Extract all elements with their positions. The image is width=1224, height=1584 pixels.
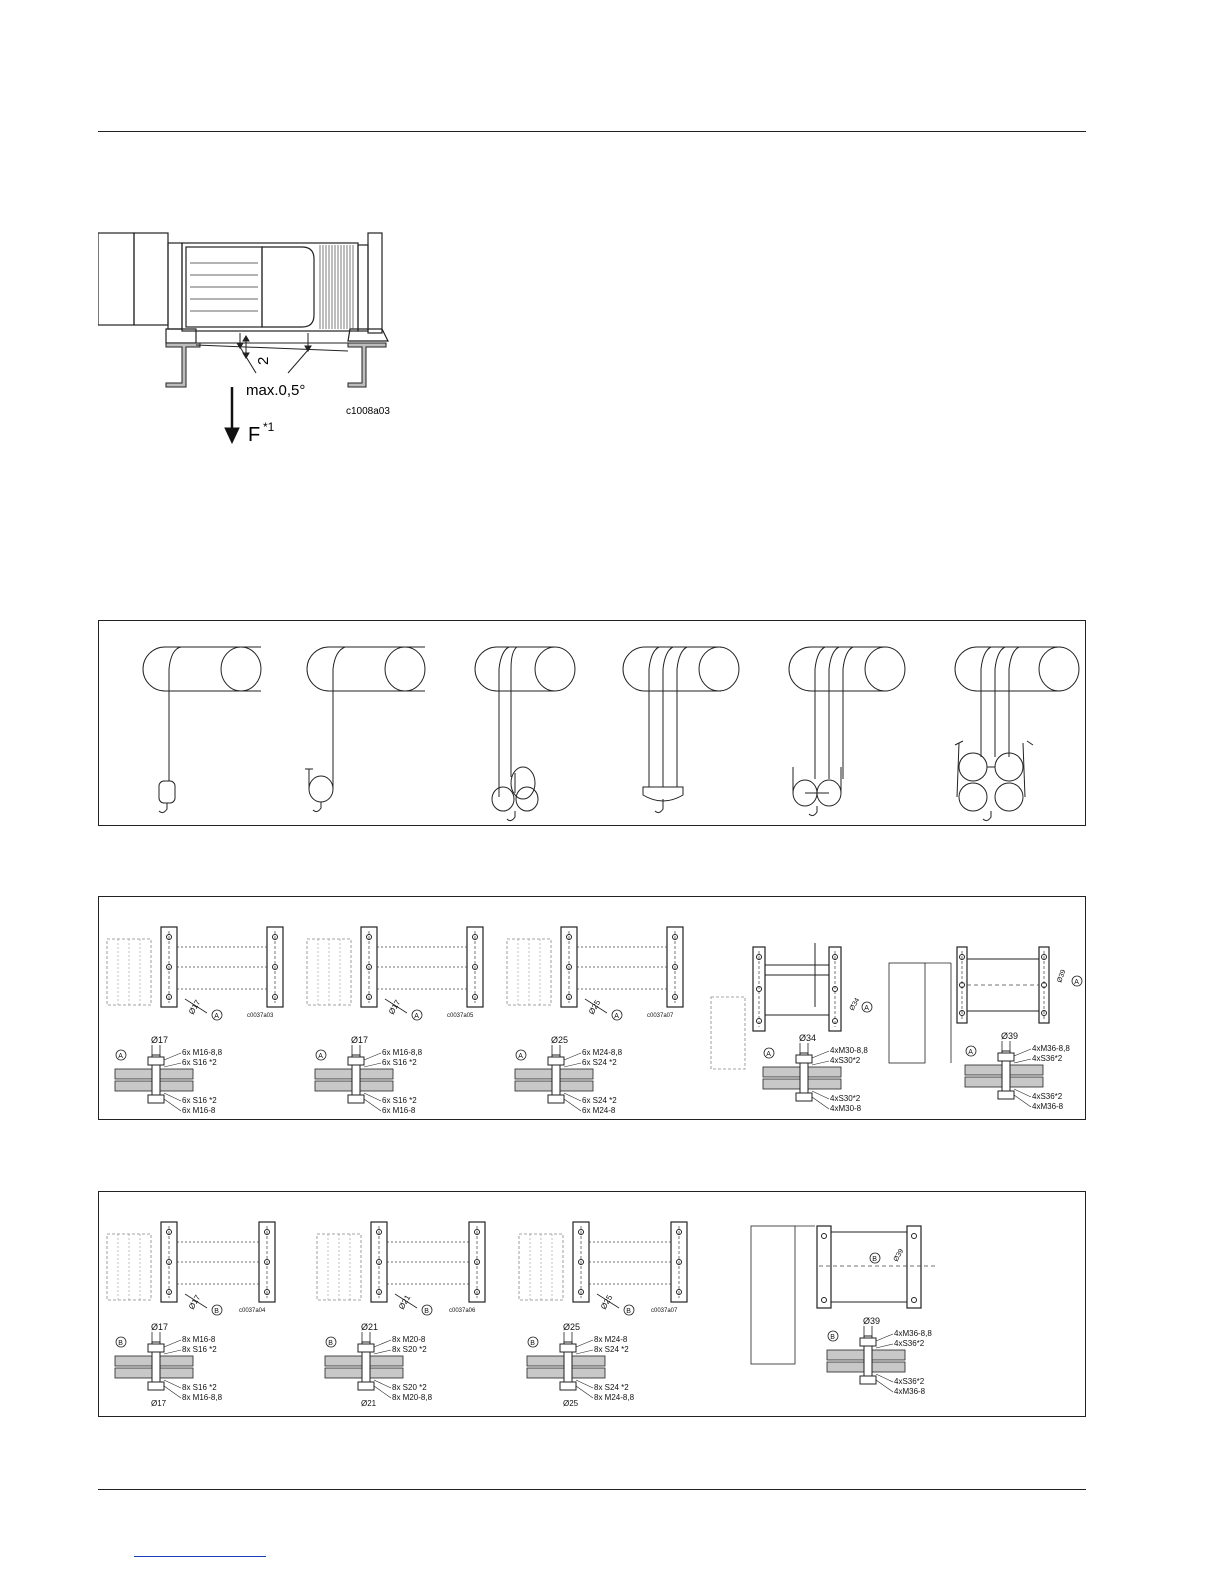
- housing-outline: [751, 1226, 795, 1364]
- bottom-diameter-label: Ø21: [361, 1399, 377, 1408]
- bolt-diameter-label: Ø21: [361, 1322, 379, 1332]
- fixing-panel-a-4: [711, 943, 872, 1113]
- nut: [998, 1091, 1014, 1099]
- washer-spec-label: 8x S16 *2: [182, 1345, 217, 1354]
- detail-marker-label: B: [530, 1340, 535, 1347]
- hole-diameter-label: Ø39: [892, 1248, 906, 1263]
- nut: [348, 1095, 364, 1103]
- bolt-spec-label: 4xM36-8,8: [894, 1329, 932, 1338]
- bottom-diameter-label: Ø25: [563, 1399, 579, 1408]
- washer-spec-label: 4xS30*2: [830, 1094, 861, 1103]
- nut: [348, 1057, 364, 1065]
- nut-spec-label: 6x M16-8: [382, 1106, 416, 1115]
- bolt-spec-label: 6x M16-8,8: [182, 1048, 223, 1057]
- nut-spec-label: 6x M24-8: [582, 1106, 616, 1115]
- callout-marker-label: A: [414, 1013, 419, 1020]
- bolt-spec-label: 8x M20-8: [392, 1335, 426, 1344]
- bolt-spec-label: 8x M24-8: [594, 1335, 628, 1344]
- washer-spec-label: 6x S16 *2: [182, 1096, 217, 1105]
- detail-marker-label: A: [118, 1053, 123, 1060]
- nut: [548, 1095, 564, 1103]
- detail-marker-label: A: [318, 1053, 323, 1060]
- washer-spec-label: 6x S24 *2: [582, 1096, 617, 1105]
- bolt-diameter-label: Ø17: [151, 1322, 169, 1332]
- nut: [796, 1093, 812, 1101]
- nut: [148, 1382, 164, 1390]
- bolt-spec-label: 6x M16-8,8: [382, 1048, 423, 1057]
- force-note: *1: [263, 420, 275, 434]
- bolt-spec-label: 4xM30-8,8: [830, 1046, 868, 1055]
- hole-diameter-label: Ø25: [586, 998, 603, 1016]
- housing-outline: [889, 963, 925, 1063]
- footer-link-line: [134, 1556, 266, 1557]
- figure-code: c0037a04: [239, 1308, 266, 1314]
- nut: [148, 1344, 164, 1352]
- hole-diameter-label: Ø17: [186, 1293, 203, 1311]
- nut: [560, 1382, 576, 1390]
- nut: [796, 1055, 812, 1063]
- figure-code: c0037a06: [449, 1308, 476, 1314]
- fixing-arrangements-a-box: [98, 896, 1086, 1120]
- detail-marker-label: B: [118, 1340, 123, 1347]
- callout-marker-label: B: [872, 1256, 877, 1263]
- hole-diameter-label: Ø39: [1056, 968, 1068, 984]
- header-rule: [98, 131, 1086, 132]
- fixing-panel-a-5: [889, 947, 1082, 1111]
- washer-spec-label: 6x S16 *2: [382, 1058, 417, 1067]
- detail-marker-label: B: [328, 1340, 333, 1347]
- nut: [358, 1344, 374, 1352]
- figure-code: c0037a07: [647, 1013, 674, 1019]
- detail-marker-label: A: [766, 1051, 771, 1058]
- drum-outline: [711, 997, 745, 1069]
- reeving-diagram-5: [789, 647, 905, 816]
- bolt-diameter-label: Ø17: [351, 1035, 369, 1045]
- washer-spec-label: 4xS36*2: [1032, 1054, 1063, 1063]
- bolt-hole: [822, 1298, 827, 1303]
- reeving-diagram-2: [305, 647, 425, 812]
- reeving-arrangements-box: [98, 620, 1086, 826]
- bottom-diameter-label: Ø17: [151, 1399, 167, 1408]
- bolt-hole: [912, 1298, 917, 1303]
- reeving-diagram-4: [623, 647, 739, 813]
- bolt-diameter-label: Ø17: [151, 1035, 169, 1045]
- callout-marker-label: A: [1074, 979, 1079, 986]
- reeving-diagram-6: [955, 647, 1079, 821]
- footer-rule: [98, 1489, 1086, 1490]
- washer-spec-label: 4xS30*2: [830, 1056, 861, 1065]
- fixing-diagrams-a: [99, 897, 1085, 1119]
- callout-marker-label: A: [864, 1005, 869, 1012]
- bolt-spec-label: 8x M16-8: [182, 1335, 216, 1344]
- washer-spec-label: 8x S24 *2: [594, 1383, 629, 1392]
- washer-spec-label: 4xS36*2: [894, 1339, 925, 1348]
- nut-spec-label: 8x M24-8,8: [594, 1393, 635, 1402]
- hole-diameter-label: Ø34: [848, 997, 862, 1012]
- nut: [998, 1053, 1014, 1061]
- fixing-panel-b-3: [519, 1222, 687, 1408]
- detail-marker-label: A: [518, 1053, 523, 1060]
- washer-spec-label: 8x S24 *2: [594, 1345, 629, 1354]
- nut-spec-label: 6x M16-8: [182, 1106, 216, 1115]
- washer-spec-label: 6x S24 *2: [582, 1058, 617, 1067]
- nut: [560, 1344, 576, 1352]
- hole-diameter-label: Ø17: [186, 998, 203, 1016]
- washer-spec-label: 8x S16 *2: [182, 1383, 217, 1392]
- nut-spec-label: 8x M16-8,8: [182, 1393, 223, 1402]
- detail-marker-label: B: [830, 1334, 835, 1341]
- callout-marker-label: B: [424, 1308, 429, 1315]
- washer-spec-label: 4xS36*2: [894, 1377, 925, 1386]
- figure-code: c1008a03: [346, 406, 390, 417]
- detail-marker-label: A: [968, 1049, 973, 1056]
- washer-spec-label: 6x S16 *2: [182, 1058, 217, 1067]
- nut-spec-label: 4xM36-8: [894, 1387, 926, 1396]
- fixing-arrangements-b-box: [98, 1191, 1086, 1417]
- nut: [358, 1382, 374, 1390]
- nut: [148, 1095, 164, 1103]
- figure-code: c0037a07: [651, 1308, 678, 1314]
- bolt-hole: [822, 1234, 827, 1239]
- reeving-diagram-1: [143, 647, 261, 813]
- fixing-panel-a-2: [307, 927, 483, 1115]
- fixing-panel-b-2: [317, 1222, 485, 1408]
- reeving-diagrams: [99, 621, 1085, 825]
- nut: [860, 1338, 876, 1346]
- washer-spec-label: 6x S16 *2: [382, 1096, 417, 1105]
- figure-code: c0037a05: [447, 1013, 474, 1019]
- force-label: F: [248, 424, 261, 446]
- hole-diameter-label: Ø21: [396, 1293, 413, 1311]
- nut-spec-label: 4xM30-8: [830, 1104, 862, 1113]
- fixing-panel-b-1: [107, 1222, 275, 1408]
- bolt-diameter-label: Ø25: [551, 1035, 569, 1045]
- reeving-diagram-3: [475, 647, 575, 821]
- hoist-alignment-figure: [98, 225, 398, 460]
- fixing-panel-a-1: [107, 927, 283, 1115]
- nut: [860, 1376, 876, 1384]
- nut-spec-label: 8x M20-8,8: [392, 1393, 433, 1402]
- hole-diameter-label: Ø17: [386, 998, 403, 1016]
- bolt-diameter-label: Ø39: [863, 1316, 881, 1326]
- nut-spec-label: 4xM36-8: [1032, 1102, 1064, 1111]
- callout-marker-label: B: [626, 1308, 631, 1315]
- washer-spec-label: 8x S20 *2: [392, 1383, 427, 1392]
- nut: [548, 1057, 564, 1065]
- fixing-panel-b-4: [751, 1226, 935, 1396]
- nut: [148, 1057, 164, 1065]
- callout-marker-label: B: [214, 1308, 219, 1315]
- washer-spec-label: 8x S20 *2: [392, 1345, 427, 1354]
- callout-marker-label: A: [614, 1013, 619, 1020]
- bolt-diameter-label: Ø34: [799, 1033, 817, 1043]
- bolt-spec-label: 4xM36-8,8: [1032, 1044, 1070, 1053]
- washer-spec-label: 4xS36*2: [1032, 1092, 1063, 1101]
- bolt-diameter-label: Ø25: [563, 1322, 581, 1332]
- dim-gap-label: 2: [255, 356, 272, 365]
- bolt-hole: [912, 1234, 917, 1239]
- fixing-diagrams-b: [99, 1192, 1085, 1416]
- figure-code: c0037a03: [247, 1013, 274, 1019]
- hole-diameter-label: Ø25: [598, 1293, 615, 1311]
- angle-label: max.0,5°: [246, 382, 306, 399]
- fixing-panel-a-3: [507, 927, 683, 1115]
- callout-marker-label: A: [214, 1013, 219, 1020]
- bolt-spec-label: 6x M24-8,8: [582, 1048, 623, 1057]
- bolt-diameter-label: Ø39: [1001, 1031, 1019, 1041]
